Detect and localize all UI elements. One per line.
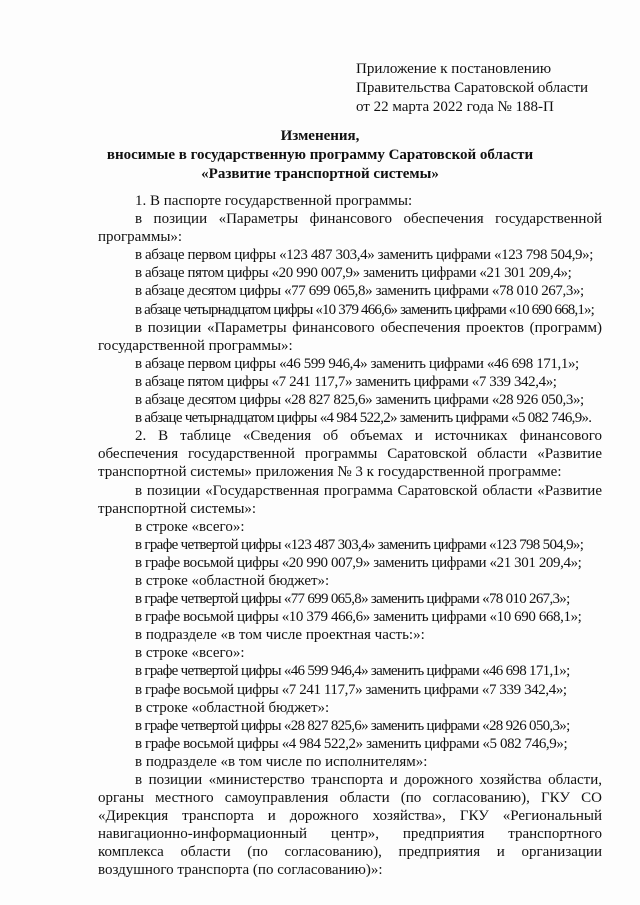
paragraph: в позиции «Параметры финансового обеспечения государственной программы»: bbox=[98, 211, 602, 246]
paragraph: в строке «всего»: bbox=[135, 518, 245, 535]
paragraph: в графе восьмой цифры «20 990 007,9» заменить цифрами «21 301 209,4»; bbox=[135, 554, 582, 571]
paragraph: в графе четвертой цифры «28 827 825,6» заменить цифрами «28 926 050,3»; bbox=[135, 717, 570, 734]
title-line-3: «Развитие транспортной системы» bbox=[201, 166, 439, 182]
paragraph: в абзаце пятом цифры «7 241 117,7» заменить цифрами «7 339 342,4»; bbox=[135, 373, 557, 390]
paragraph: в абзаце четырнадцатом цифры «10 379 466,6» заменить цифрами «10 690 668,1»; bbox=[135, 301, 594, 318]
paragraph: в графе восьмой цифры «10 379 466,6» заменить цифрами «10 690 668,1»; bbox=[135, 609, 582, 626]
paragraph: в позиции «министерство транспорта и дорожного хозяйства области, органы местного самоуправления области (по согласованию), ГКУ СО «Дирекция транспорта и дорожного хозяйства», ГКУ «Региональный навигационно-информационный центр», предприятия транспортного комплекса области (по согласованию), предприятия и организации воздушного транспорта (по согласованию)»: bbox=[98, 772, 602, 879]
appendix-header bbox=[356, 60, 588, 117]
paragraph: в графе восьмой цифры «4 984 522,2» заменить цифрами «5 082 746,9»; bbox=[135, 735, 568, 752]
document-body bbox=[98, 192, 602, 880]
paragraph: в позиции «Государственная программа Саратовской области «Развитие транспортной системы»: bbox=[98, 482, 602, 517]
paragraph: в графе четвертой цифры «123 487 303,4» заменить цифрами «123 798 504,9»; bbox=[135, 536, 584, 553]
paragraph: в строке «областной бюджет»: bbox=[135, 699, 330, 716]
paragraph: в подразделе «в том числе проектная часть:»: bbox=[135, 627, 425, 644]
appendix-line-1: Приложение к постановлению bbox=[356, 61, 552, 77]
paragraph: в строке «областной бюджет»: bbox=[135, 572, 330, 589]
paragraph: в строке «всего»: bbox=[135, 645, 245, 662]
title-line-2: вносимые в государственную программу Саратовской области bbox=[106, 147, 534, 163]
paragraph: в абзаце четырнадцатом цифры «4 984 522,2» заменить цифрами «5 082 746,9». bbox=[135, 410, 592, 427]
paragraph: 2. В таблице «Сведения об объемах и источниках финансового обеспечения государственной программы Саратовской области «Развитие транспортной системы» приложения № 3 к государственной программе: bbox=[98, 428, 602, 481]
paragraph: в позиции «Параметры финансового обеспечения проектов (программ) государственной программы»: bbox=[98, 319, 602, 354]
paragraph: 1. В паспорте государственной программы: bbox=[135, 193, 413, 209]
paragraph: в абзаце первом цифры «46 599 946,4» заменить цифрами «46 698 171,1»; bbox=[135, 355, 579, 372]
paragraph: в графе восьмой цифры «7 241 117,7» заменить цифрами «7 339 342,4»; bbox=[135, 681, 567, 698]
appendix-line-2: Правительства Саратовской области bbox=[356, 80, 589, 96]
paragraph: в абзаце пятом цифры «20 990 007,9» заменить цифрами «21 301 209,4»; bbox=[135, 265, 572, 282]
appendix-line-3: от 22 марта 2022 года № 188-П bbox=[356, 99, 554, 115]
paragraph: в графе четвертой цифры «46 599 946,4» заменить цифрами «46 698 171,1»; bbox=[135, 663, 570, 680]
paragraph: в абзаце десятом цифры «77 699 065,8» заменить цифрами «78 010 267,3»; bbox=[135, 283, 584, 300]
paragraph: в абзаце первом цифры «123 487 303,4» заменить цифрами «123 798 504,9»; bbox=[135, 247, 594, 264]
paragraph: в графе четвертой цифры «77 699 065,8» заменить цифрами «78 010 267,3»; bbox=[135, 591, 570, 608]
paragraph: в абзаце десятом цифры «28 827 825,6» заменить цифрами «28 926 050,3»; bbox=[135, 392, 584, 409]
title-line-1: Изменения, bbox=[280, 128, 360, 144]
paragraph: в подразделе «в том числе по исполнителям»: bbox=[135, 753, 428, 770]
